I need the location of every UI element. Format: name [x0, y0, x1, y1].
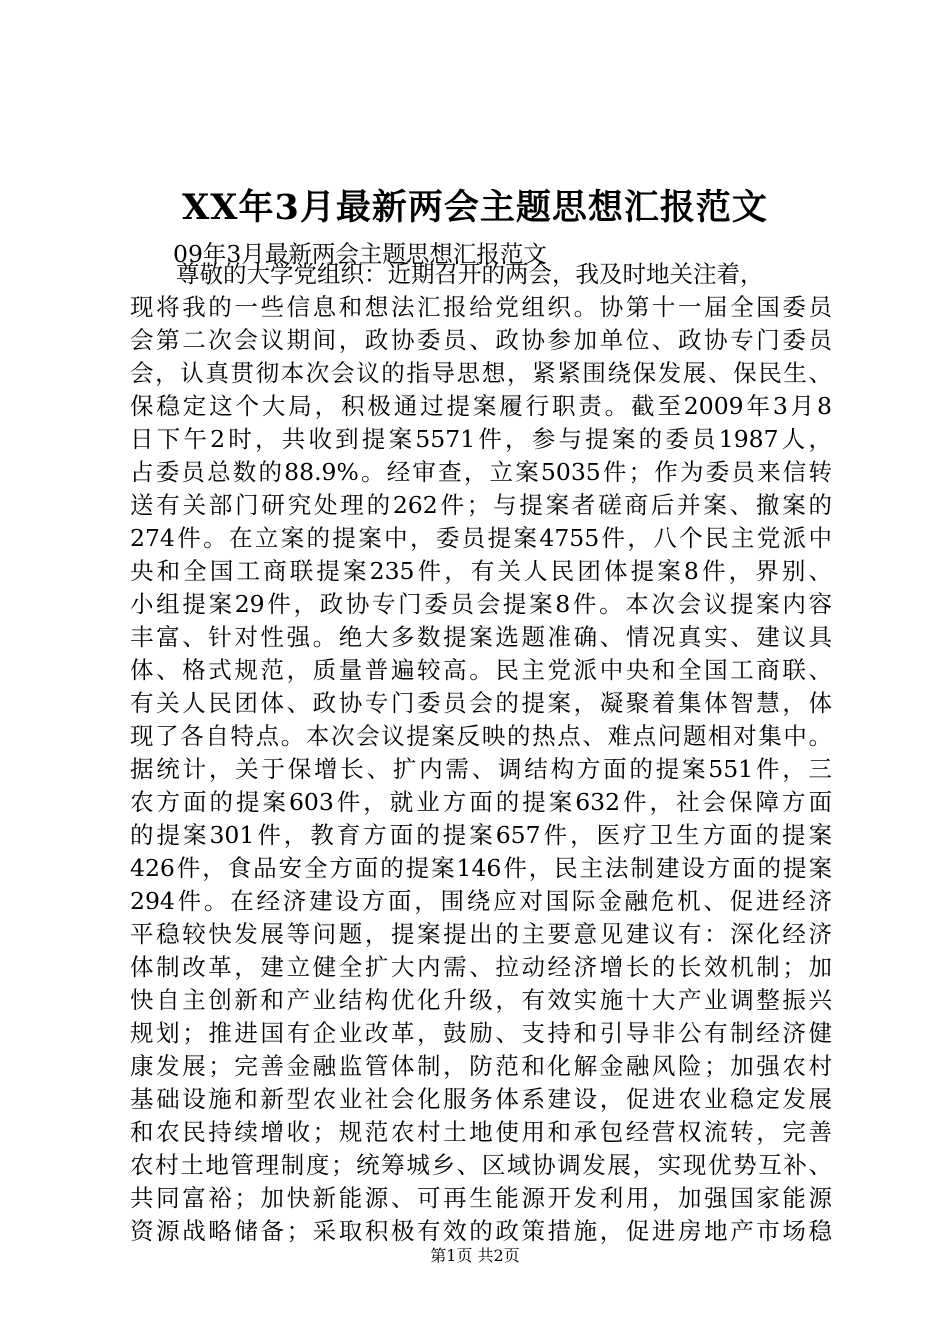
paragraph-line: 426件，食品安全方面的提案146件，民主法制建设方面的提案: [130, 854, 832, 882]
paragraph-line: 现将我的一些信息和想法汇报给党组织。协第十一届全国委员: [130, 293, 832, 321]
paragraph-line: 送有关部门研究处理的262件；与提案者磋商后并案、撤案的: [130, 491, 832, 519]
paragraph-line: 274件。在立案的提案中，委员提案4755件，八个民主党派中: [130, 524, 832, 552]
paragraph-line: 体、格式规范，质量普遍较高。民主党派中央和全国工商联、: [130, 656, 832, 684]
paragraph-line: 资源战略储备；采取积极有效的政策措施，促进房地产市场稳: [130, 1217, 832, 1245]
paragraph-line: 有关人民团体、政协专门委员会的提案，凝聚着集体智慧，体: [130, 689, 832, 717]
paragraph-line: 央和全国工商联提案235件，有关人民团体提案8件，界别、: [130, 557, 832, 585]
paragraph-line: 农村土地管理制度；统筹城乡、区域协调发展，实现优势互补、: [130, 1151, 832, 1179]
paragraph-line: 平稳较快发展等问题，提案提出的主要意见建议有：深化经济: [130, 920, 832, 948]
paragraph-line: 农方面的提案603件，就业方面的提案632件，社会保障方面: [130, 788, 832, 816]
paragraph-line: 尊敬的大学党组织：近期召开的两会，我及时地关注着，: [176, 260, 764, 288]
paragraph-line: 294件。在经济建设方面，围绕应对国际金融危机、促进经济: [130, 887, 832, 915]
paragraph-line: 规划；推进国有企业改革，鼓励、支持和引导非公有制经济健: [130, 1019, 832, 1047]
document-subtitle: 09年3月最新两会主题思想汇报范文: [173, 240, 547, 268]
page-footer: 第1页 共2页: [430, 1246, 520, 1265]
paragraph-line: 的提案301件，教育方面的提案657件，医疗卫生方面的提案: [130, 821, 832, 849]
paragraph-line: 现了各自特点。本次会议提案反映的热点、难点问题相对集中。: [130, 722, 832, 750]
paragraph-line: 丰富、针对性强。绝大多数提案选题准确、情况真实、建议具: [130, 623, 832, 651]
paragraph-line: 据统计，关于保增长、扩内需、调结构方面的提案551件，三: [130, 755, 832, 783]
document-title: XX年3月最新两会主题思想汇报范文: [182, 187, 768, 228]
paragraph-line: 占委员总数的88.9%。经审查，立案5035件；作为委员来信转: [130, 458, 832, 486]
paragraph-line: 会第二次会议期间，政协委员、政协参加单位、政协专门委员: [130, 326, 832, 354]
paragraph-line: 会，认真贯彻本次会议的指导思想，紧紧围绕保发展、保民生、: [130, 359, 832, 387]
document-body: [130, 258, 832, 1248]
paragraph-line: 基础设施和新型农业社会化服务体系建设，促进农业稳定发展: [130, 1085, 832, 1113]
paragraph-line: 共同富裕；加快新能源、可再生能源开发利用，加强国家能源: [130, 1184, 832, 1212]
paragraph-line: 体制改革，建立健全扩大内需、拉动经济增长的长效机制；加: [130, 953, 832, 981]
paragraph-line: 保稳定这个大局，积极通过提案履行职责。截至2009年3月8: [130, 392, 832, 420]
paragraph-line: 和农民持续增收；规范农村土地使用和承包经营权流转，完善: [130, 1118, 832, 1146]
paragraph-line: 日下午2时，共收到提案5571件，参与提案的委员1987人，: [130, 425, 832, 453]
paragraph-line: 小组提案29件，政协专门委员会提案8件。本次会议提案内容: [130, 590, 832, 618]
paragraph-line: 康发展；完善金融监管体制，防范和化解金融风险；加强农村: [130, 1052, 832, 1080]
paragraph-line: 快自主创新和产业结构优化升级，有效实施十大产业调整振兴: [130, 986, 832, 1014]
